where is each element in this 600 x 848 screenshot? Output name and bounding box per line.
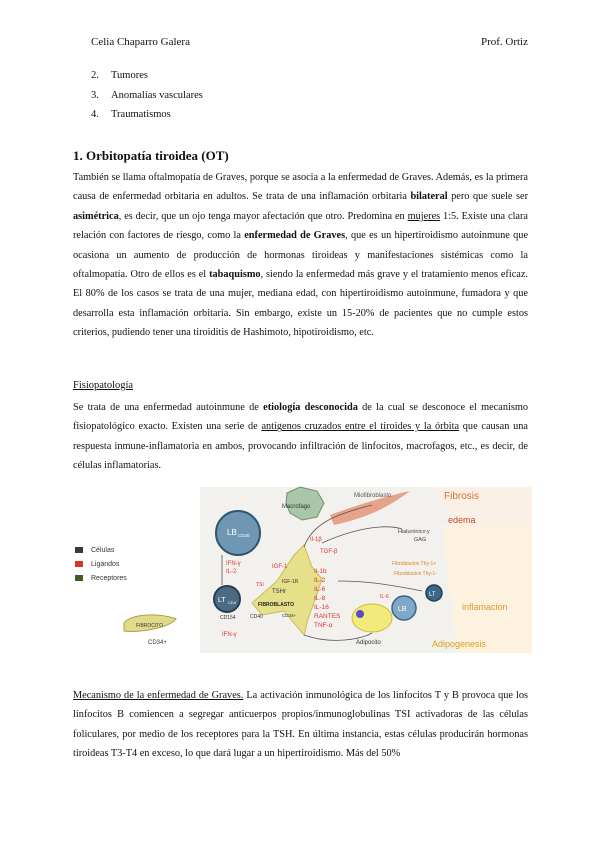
miofibroblasto-label: Miofibroblasto xyxy=(354,493,392,499)
mechanism-paragraph: Mecanismo de la enfermedad de Graves. La activación inmunológica de los linfocitos T y B provoca que los linfocitos B comiencen a segregar anticuerpos propios/inmunoglobulinas TSI activadoras de las células foliculares, por medio de los receptores para la TSH. En última instancia, estas células producirán hormonas tiroideas T3-T4 en exceso, lo que dará lugar a un hipertiroidismo. Más del 50% xyxy=(73,690,528,760)
cytokine: IL-6 xyxy=(314,586,326,593)
adipocito-label: Adipocito xyxy=(356,640,381,646)
adipocyte-cell xyxy=(352,604,392,632)
tgfb-label: TGF-β xyxy=(320,549,338,555)
lb-label: LB xyxy=(398,606,407,613)
legend-receptors: Receptores xyxy=(75,571,127,585)
section-title: 1. Orbitopatía tiroidea (OT) xyxy=(73,148,229,163)
cytokine: RANTES xyxy=(314,613,341,620)
inflammation-band xyxy=(442,525,532,653)
ifn-g-label: IFN-γ xyxy=(222,632,237,638)
fisio-paragraph: Se trata de una enfermedad autoinmune de etiología desconocida de la cual se desconoce el mecanismo fisiopatológico exacto. Existen una serie de antígenos cruzados entre el tiroides y la órbita que causan una respuesta inmune-inflamatoria en ambos, provocando infiltración de linfocitos, macrofagos, etc., es decir, de células inflamatorias. xyxy=(73,402,529,472)
cytokine: IL-16 xyxy=(314,604,329,611)
cd34-label: CD34+ xyxy=(148,640,167,646)
cytokine: Il-1b xyxy=(314,568,327,575)
il2-label: IL-2 xyxy=(226,569,237,575)
fibrosis-label: Fibrosis xyxy=(444,491,480,502)
adipocyte-nucleus xyxy=(356,610,364,618)
igf1r-label: IGF-1R xyxy=(282,579,299,585)
edema-label: edema xyxy=(448,515,476,525)
gag-label: GAG xyxy=(414,537,427,543)
lb-cd20-label: LB xyxy=(227,528,237,537)
intro-paragraph: También se llama oftalmopatía de Graves, porque se asocia a la enfermedad de Graves. Además, es la primera causa de enfermedad orbitaria en adultos. Se trata de una inflamación orbitaria bilateral pero que suele ser asimétrica, es decir, que un ojo tenga mayor afectación que otro. Predomina en mujeres 1:5. Existe una clara relación con factores de riesgo, como la enfermedad de Graves, que es un hipertiroidismo autoinmune que ocasiona un aumento de producción de hormonas tiroideas y manifestaciones sistémicas como la oftalmopatía. Otro de ellos es el tabaquismo, siendo la enfermedad más grave y el tratamiento menos eficaz. El 80% de los casos se trata de una mujer, mediana edad, con hipertiroidismo autoinmune, fumadora y que desarrolla esta inflamación orbitaria. Sin embargo, existe un 15-20% de pacientes que no cumple estos criterios, pudiendo tener una tiroiditis de Hashimoto, hipotiroidismo, etc. xyxy=(73,172,529,339)
inflamacion-label: inflamacion xyxy=(462,602,508,612)
fibroblasto-label: FIBROBLASTO xyxy=(258,602,295,608)
legend-cells: Células xyxy=(75,543,127,557)
causes-list xyxy=(91,70,203,129)
hialuronico-label: Hialurónico y xyxy=(398,529,430,535)
tsi-label: TSI xyxy=(256,582,264,588)
subheading-fisiopatologia: Fisiopatología xyxy=(73,380,134,391)
cd154-label: CD154 xyxy=(220,615,236,621)
list-item: 3. Anomalías vasculares xyxy=(91,89,203,101)
fibrocito-label: FIBROCITO xyxy=(136,623,164,629)
il1b-label: Il-1β xyxy=(310,537,322,543)
lt-cd4-label: LT xyxy=(218,597,226,604)
tshr-label: TSHr xyxy=(272,589,286,595)
cytokine: IL-2 xyxy=(314,577,326,584)
legend-ligands: Ligandos xyxy=(75,557,127,571)
fib-thy1m-label: Fibroblastos Thy-1- xyxy=(394,571,437,577)
cd40-label: CD40 xyxy=(250,614,263,620)
il6-label: IL-6 xyxy=(380,594,389,600)
lt-label: LT xyxy=(429,592,436,598)
header-author: Celia Chaparro Galera xyxy=(91,36,190,48)
lt-cd4-sub: CD4 xyxy=(228,600,237,605)
cytokine: IL-8 xyxy=(314,595,326,602)
ifn-label: IFN-γ xyxy=(226,561,241,567)
cytokine: TNF-α xyxy=(314,622,333,629)
header-teacher: Prof. Ortiz xyxy=(480,36,528,48)
igf1-label: IGF-1 xyxy=(272,564,288,570)
list-item: 2. Tumores xyxy=(91,70,148,81)
macrofago-label: Macrofago xyxy=(282,504,311,510)
adipogenesis-label: Adipogenesis xyxy=(432,639,487,649)
lb-cd20-sub: CD20 xyxy=(238,533,250,538)
fib-thy1p-label: Fibroblastos Thy-1+ xyxy=(392,561,437,567)
pathophysiology-diagram xyxy=(72,485,532,660)
list-item: 4. Traumatismos xyxy=(91,109,171,120)
cd34-small-label: CD34+ xyxy=(282,613,297,618)
